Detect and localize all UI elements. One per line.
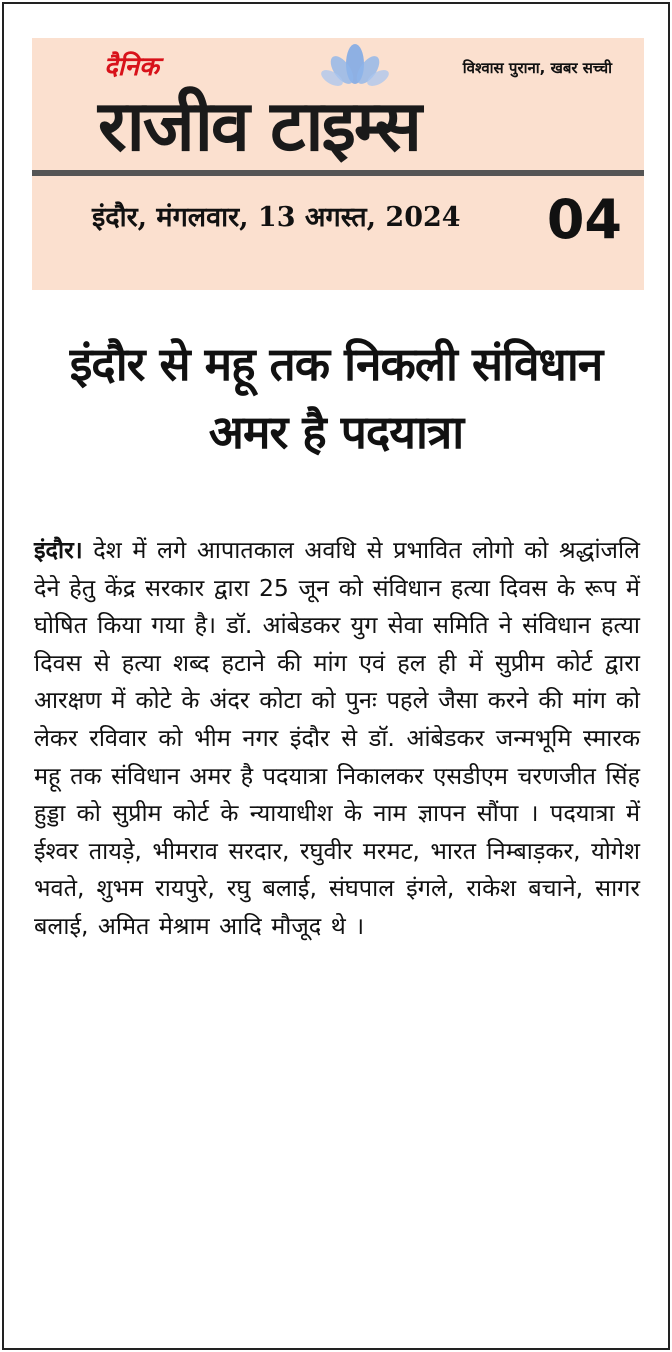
brand-prefix: दैनिक (104, 52, 159, 82)
article-place: इंदौर। (34, 536, 83, 564)
lotus-icon (320, 42, 390, 88)
article-body (34, 532, 640, 946)
tagline: विश्वास पुराना, खबर सच्ची (462, 59, 612, 77)
dateline: इंदौर, मंगलवार, 13 अगस्त, 2024 (92, 202, 461, 233)
masthead-divider (32, 170, 644, 176)
article-headline: इंदौर से महू तक निकली संविधान अमर है पदयात्रा (69, 337, 603, 459)
article-text: देश में लगे आपातकाल अवधि से प्रभावित लोगो को श्रद्धांजलि देने हेतु केंद्र सरकार द्वारा 25 जून को संविधान हत्या दिवस के रूप में घोषित किया गया है। डॉ. आंबेडकर युग सेवा समिति ने संविधान हत्या दिवस से हत्या शब्द हटाने की मांग एवं हल ही में सुप्रीम कोर्ट द्वारा आरक्षण में कोटे के अंदर कोटा को पुनः पहले जैसा करने की मांग को लेकर रविवार को भीम नगर इंदौर से डॉ. आंबेडकर जन्मभूमि स्मारक महू तक संविधान अमर है पदयात्रा निकालकर एसडीएम चरणजीत सिंह हुड्डा को सुप्रीम कोर्ट के न्यायाधीश के नाम ज्ञापन सौंपा । पदयात्रा में ईश्वर तायड़े, भीमराव सरदार, रघुवीर मरमट, भारत निम्बाड़कर, योगेश भवते, शुभम रायपुरे, रघु बलाई, संघपाल इंगले, राकेश बचाने, सागर बलाई, अमित मेश्राम आदि मौजूद थे । (34, 536, 640, 940)
page-number: 04 (546, 188, 622, 251)
brand-name: राजीव टाइम्स (98, 85, 420, 167)
masthead (32, 38, 644, 290)
